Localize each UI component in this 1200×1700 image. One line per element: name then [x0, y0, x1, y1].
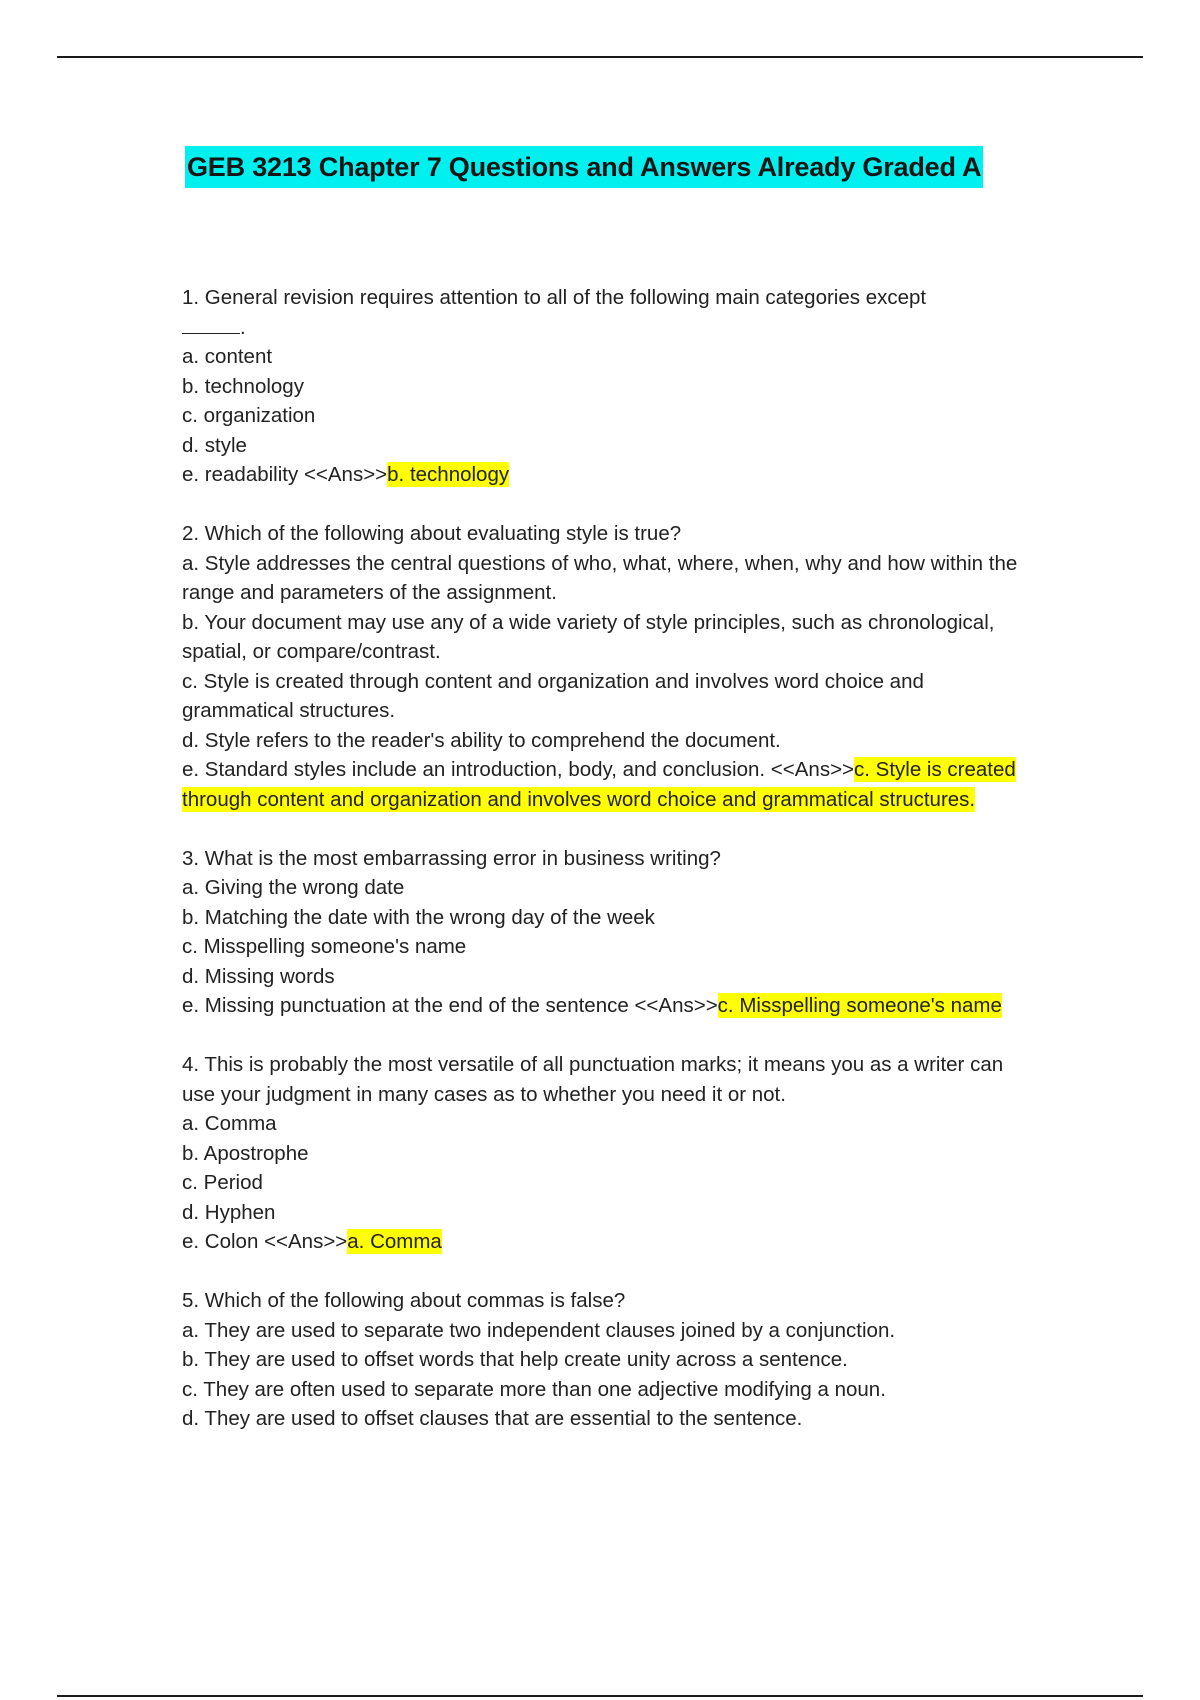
highlighted-answer: c. Style is created through content and organization and involves word choice and grammatical structures.	[182, 758, 1016, 811]
option: d. They are used to offset clauses that are essential to the sentence.	[182, 1407, 803, 1430]
answer-marker: <<Ans>>	[770, 758, 855, 781]
question-stem: 4. This is probably the most versatile of all punctuation marks; it means you as a writer can use your judgment in many cases as to whether you need it or not.	[182, 1053, 1004, 1106]
option: c. organization	[182, 404, 316, 427]
option: a. Giving the wrong date	[182, 876, 405, 899]
title-container	[185, 146, 1015, 188]
question-stem: 5. Which of the following about commas is false?	[182, 1289, 626, 1312]
question-stem: 3. What is the most embarrassing error in business writing?	[182, 846, 721, 870]
question-3	[182, 844, 1027, 1021]
question-4	[182, 1050, 1027, 1257]
option: e. Standard styles include an introduction, body, and conclusion.	[182, 758, 771, 781]
option: c. Style is created through content and organization and involves word choice and grammatical structures.	[182, 669, 924, 722]
question-5	[182, 1286, 1027, 1434]
option: a. Comma	[182, 1112, 277, 1135]
question-1	[182, 283, 1027, 490]
option: a. content	[182, 345, 273, 368]
option: a. Style addresses the central questions of who, what, where, when, why and how within the range and parameters of the assignment.	[182, 551, 1018, 604]
answer-marker: <<Ans>>	[303, 463, 388, 486]
option-last-with-answer	[182, 460, 1027, 490]
answer-blank	[182, 315, 240, 334]
option: b. Matching the date with the wrong day of the week	[182, 905, 655, 929]
option: e. readability	[182, 463, 304, 486]
option-last-with-answer	[182, 1227, 1027, 1257]
question-2	[182, 519, 1027, 814]
option: b. Your document may use any of a wide variety of style principles, such as chronological, spatial, or compare/contrast.	[182, 610, 995, 663]
question-stem: 1. General revision requires attention to all of the following main categories except	[182, 286, 927, 309]
option: e. Missing punctuation at the end of the sentence	[182, 994, 635, 1017]
highlighted-answer: c. Misspelling someone's name	[717, 994, 1002, 1017]
option: b. technology	[182, 374, 304, 398]
question-stem: 2. Which of the following about evaluating style is true?	[182, 522, 682, 545]
highlighted-answer: b. technology	[387, 463, 510, 486]
highlighted-answer: a. Comma	[347, 1230, 442, 1253]
option: d. Missing words	[182, 964, 335, 988]
top-rule	[57, 56, 1143, 58]
option-last-with-answer	[182, 755, 1027, 814]
option: b. Apostrophe	[182, 1141, 309, 1165]
answer-marker: <<Ans>>	[264, 1230, 348, 1253]
option: c. They are often used to separate more than one adjective modifying a noun.	[182, 1377, 886, 1401]
option: d. style	[182, 433, 247, 457]
option: d. Hyphen	[182, 1200, 276, 1224]
option: e. Colon	[182, 1230, 265, 1253]
question-list	[182, 283, 1027, 1463]
option: a. They are used to separate two independent clauses joined by a conjunction.	[182, 1318, 896, 1342]
bottom-rule	[57, 1695, 1143, 1697]
option: c. Period	[182, 1171, 263, 1194]
option: d. Style refers to the reader's ability to comprehend the document.	[182, 728, 781, 752]
option: b. They are used to offset words that help create unity across a sentence.	[182, 1348, 848, 1371]
option-last-with-answer	[182, 991, 1027, 1021]
question-stem-blank: .	[182, 313, 1027, 343]
answer-marker: <<Ans>>	[634, 994, 718, 1017]
option: c. Misspelling someone's name	[182, 935, 467, 958]
document-title: GEB 3213 Chapter 7 Questions and Answers Already Graded A	[185, 146, 983, 188]
